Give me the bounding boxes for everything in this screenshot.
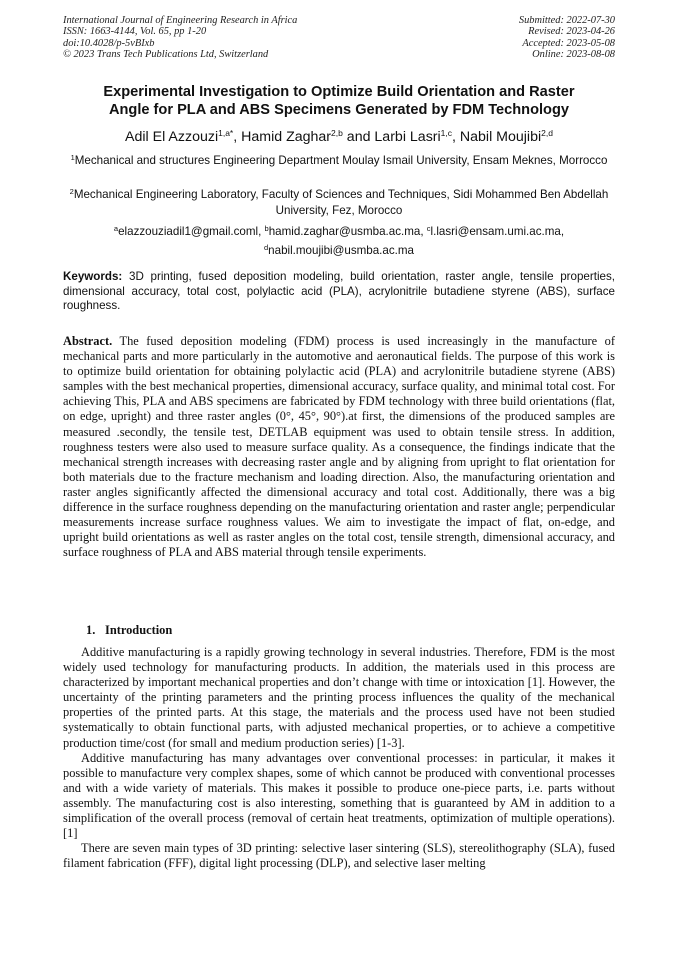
publication-dates	[519, 15, 615, 61]
section-number: 1.	[86, 623, 96, 637]
author-list	[40, 124, 638, 146]
author-name: Larbi Lasri	[374, 129, 441, 145]
email-link[interactable]: hamid.zaghar@usmba.ac.ma,	[268, 225, 427, 238]
author-name: Hamid Zaghar	[241, 129, 332, 145]
journal-name: International Journal of Engineering Research in Africa	[63, 15, 298, 26]
journal-issn: ISSN: 1663-4144, Vol. 65, pp 1-20	[63, 26, 207, 38]
affiliation-text: Mechanical Engineering Laboratory, Faculty of Sciences and Techniques, Sidi Mohammed Ben Abdellah University, Fez, Morocco	[73, 188, 609, 217]
body-paragraph: Additive manufacturing has many advantages over conventional processes: in particular, it makes it possible to manufacture very complex shapes, some of which cannot be produced with conventional processes and with a wide variety of materials. This makes it possible to produce one-piece parts, i.e. parts without assembly. The manufacturing cost is also interesting, something that is guaranteed by AM in addition to a simplification of the overall process (removal of certain heat treatments, optimization of multiple operations). [1]	[63, 750, 615, 841]
section-heading	[86, 623, 172, 638]
email-superscript: c	[426, 224, 431, 233]
paper-title	[40, 83, 638, 119]
date-submitted: Submitted: 2022-07-30	[518, 15, 615, 26]
title-line-1: Experimental Investigation to Optimize Build Orientation and Raster	[103, 84, 575, 100]
author-separator: and	[342, 129, 375, 145]
author-name: Nabil Moujibi	[459, 129, 542, 145]
author-superscript: 1,c	[440, 128, 453, 138]
abstract-label: Abstract.	[63, 334, 113, 348]
author-superscript: 2,b	[331, 128, 343, 138]
section-body	[63, 645, 615, 871]
author-superscript: 2,d	[541, 128, 553, 138]
date-online: Online: 2023-08-08	[532, 49, 615, 61]
author-emails	[60, 221, 618, 258]
journal-info	[63, 15, 297, 61]
body-paragraph: There are seven main types of 3D printing: selective laser sintering (SLS), stereolithography (SLA), fused filament fabrication (FFF), digital light processing (DLP), and selective laser melting	[63, 841, 615, 871]
affiliation-superscript: 2	[69, 187, 74, 196]
email-link[interactable]: nabil.moujibi@usmba.ac.ma	[268, 243, 414, 257]
section-title: Introduction	[105, 623, 173, 637]
body-paragraph: Additive manufacturing is a rapidly growing technology in several industries. Therefore, FDM is the most widely used technology for manufacturing products. In addition, the materials used in this process are characterized by important mechanical properties and don’t change with time or intoxication [1]. However, the uncertainty of the printing parameters and the printing process influences the quality of the mechanical properties of the printed parts. At this stage, the materials and the process used have not been studied systematically to obtain functional parts, with adjusted mechanical properties, or to achieve a competitive production time/cost (for small and medium production series) [1-3].	[63, 645, 615, 750]
keywords-block	[63, 270, 615, 314]
journal-doi: doi:10.4028/p-5vBIxb	[63, 37, 155, 49]
author-name: Adil El Azzouzi	[125, 129, 219, 145]
email-superscript: b	[264, 224, 269, 233]
email-superscript: a	[113, 224, 119, 233]
email-link[interactable]: elazzouziadil1@gmail.coml,	[118, 225, 265, 238]
keywords-label: Keywords:	[63, 270, 123, 283]
email-superscript: d	[264, 242, 269, 252]
affiliation-2	[60, 184, 618, 218]
date-accepted: Accepted: 2023-05-08	[522, 37, 615, 49]
affiliation-superscript: 1	[70, 153, 75, 162]
affiliation-1	[60, 150, 618, 169]
author-separator: ,	[452, 129, 460, 145]
email-link[interactable]: l.lasri@ensam.umi.ac.ma,	[430, 225, 565, 238]
keywords-text: 3D printing, fused deposition modeling, build orientation, raster angle, tensile properties, dimensional accuracy, total cost, polylactic acid (PLA), acrylonitrile butadiene styrene (ABS), surface roughness.	[63, 270, 615, 313]
affiliation-text: Mechanical and structures Engineering Department Moulay Ismail University, Ensam Meknes, Morrocco	[74, 154, 608, 167]
date-revised: Revised: 2023-04-26	[528, 26, 615, 38]
author-superscript: 1,a*	[218, 128, 234, 138]
abstract-text: The fused deposition modeling (FDM) process is used increasingly in the manufacture of mechanical parts and more particularly in the automotive and aeronautical fields. The purpose of this work is to optimize build orientation for obtaining polylactic acid (PLA) and acrylonitrile butadiene styrene (ABS) samples with the best mechanical properties, dimensional accuracy, surface quality, and minimal total cost. For achieving This, PLA and ABS specimens are fabricated by FDM technology with three build orientations (flat, on edge, upright) and three raster angles (0°, 45°, 90°).at first, the dimensions of the produced samples are measured .secondly, the tensile test, DETLAB equipment was used to obtain tensile stress. In addition, roughness testers were also used to measure surface quality. As a consequence, the findings indicate that the mechanical strength increases with decreasing raster angle and by aligning from upright to flat orientation for both materials due to the fracture mechanism and loading direction. Also, the manufacturing orientation and raster angles significantly affected the dimensional accuracy and total cost. Additionally, there was a big difference in the surface roughness depending on the manufacturing orientation and raster angle; perpendicular measurements increase surface roughness values. We aim to investigate the impact of flat, on-edge, and upright build orientations as well as raster angles on the total cost, tensile strength, dimensional accuracy, and surface roughness of PLA and ABS material through tensile experiments.	[63, 334, 615, 560]
journal-copyright: © 2023 Trans Tech Publications Ltd, Switzerland	[63, 49, 269, 61]
title-line-2: Angle for PLA and ABS Specimens Generated by FDM Technology	[108, 102, 570, 118]
author-separator: ,	[233, 129, 242, 145]
abstract-block	[63, 334, 615, 560]
